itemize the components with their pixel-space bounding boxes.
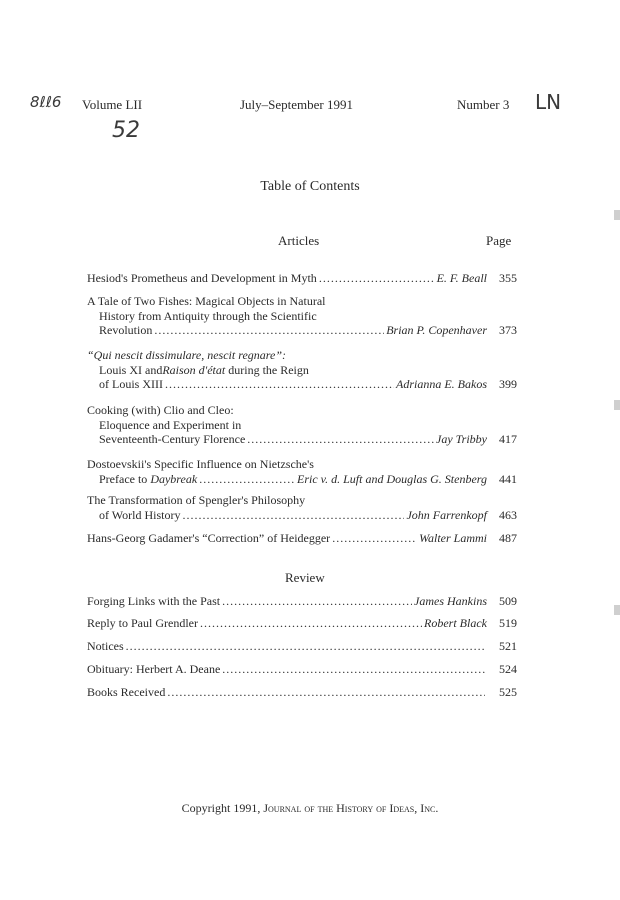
leader-dots	[222, 594, 412, 609]
articles-heading: Articles	[278, 233, 320, 248]
article-page: 487	[499, 531, 517, 545]
article-entry	[87, 348, 517, 392]
leader-dots	[319, 271, 435, 286]
leader-dots	[247, 432, 434, 447]
article-author: John Farrenkopf	[406, 507, 487, 522]
article-title: Cooking (with) Clio and Cleo:	[87, 403, 234, 417]
copyright-org: Journal of the History of Ideas, Inc.	[263, 801, 439, 815]
review-author: James Hankins	[414, 594, 487, 608]
leader-dots	[165, 377, 394, 392]
review-heading: Review	[285, 570, 325, 585]
article-entry	[87, 531, 517, 546]
article-author: E. F. Beall	[436, 271, 487, 285]
article-author: Eric v. d. Luft and Douglas G. Stenberg	[297, 471, 487, 486]
leader-dots	[154, 323, 384, 338]
scan-edge-mark	[614, 400, 620, 410]
leader-dots	[199, 472, 295, 487]
review-page: 519	[499, 616, 517, 630]
leader-dots	[182, 508, 404, 523]
review-title: Books Received	[87, 685, 166, 699]
article-page: 355	[499, 271, 517, 285]
article-title-cont: of World History	[99, 507, 181, 522]
copyright-prefix: Copyright 1991,	[181, 801, 264, 815]
review-title: Obituary: Herbert A. Deane	[87, 662, 221, 676]
review-title: Reply to Paul Grendler	[87, 616, 198, 630]
handwritten-volume-note: 52	[112, 118, 140, 143]
review-entry	[87, 594, 517, 609]
article-page: 463	[499, 507, 517, 522]
article-title: Hans-Georg Gadamer's “Correction” of Heidegger	[87, 531, 331, 545]
article-title-cont: of Louis XIII	[99, 377, 163, 391]
page-title: Table of Contents	[260, 179, 360, 194]
article-author: Walter Lammi	[419, 531, 487, 545]
article-page: 417	[499, 432, 517, 446]
article-author: Adrianna E. Bakos	[396, 377, 487, 391]
article-author: Brian P. Copenhaver	[386, 323, 487, 337]
review-entry	[87, 616, 517, 631]
copyright-line	[0, 801, 620, 816]
article-author: Jay Tribby	[436, 432, 487, 446]
review-page: 509	[499, 594, 517, 608]
article-title-cont: Louis XI and	[99, 362, 163, 377]
article-entry	[87, 403, 517, 447]
article-title-cont: Revolution	[99, 323, 153, 337]
article-title: “Qui nescit dissimulare, nescit regnare”:	[87, 348, 286, 362]
article-page: 373	[499, 323, 517, 337]
scan-edge-mark	[614, 605, 620, 615]
article-title-italic: Raison d'état	[162, 362, 226, 377]
scan-edge-mark	[614, 210, 620, 220]
article-entry	[87, 294, 517, 338]
review-entry	[87, 639, 517, 654]
leader-dots	[126, 639, 485, 654]
leader-dots	[167, 685, 485, 700]
review-page: 525	[499, 685, 517, 699]
article-title-italic: Daybreak	[150, 471, 198, 486]
issue-number: Number 3	[457, 97, 510, 112]
leader-dots	[200, 616, 422, 631]
leader-dots	[332, 531, 417, 546]
page-column-label: Page	[486, 233, 512, 248]
article-entry	[87, 457, 517, 486]
review-author: Robert Black	[424, 616, 487, 630]
article-title-cont: Eloquence and Experiment in	[99, 417, 242, 432]
article-title-cont: Preface to	[99, 471, 151, 486]
article-title-cont: during the Reign	[225, 362, 309, 377]
article-title-cont: Seventeenth-Century Florence	[99, 432, 246, 446]
review-title: Forging Links with the Past	[87, 594, 221, 608]
review-entry	[87, 662, 517, 677]
article-page: 441	[499, 471, 517, 486]
handwritten-left-note: 8ℓℓ6	[30, 93, 62, 111]
article-title: Hesiod's Prometheus and Development in Myth	[87, 271, 317, 285]
leader-dots	[222, 662, 485, 677]
review-title: Notices	[87, 639, 124, 653]
article-page: 399	[499, 377, 517, 391]
issue-date: July–September 1991	[240, 97, 354, 112]
article-title-cont: History from Antiquity through the Scientific	[99, 308, 317, 323]
review-entry	[87, 685, 517, 700]
article-title: A Tale of Two Fishes: Magical Objects in Natural	[87, 294, 326, 308]
handwritten-right-note: LN	[535, 90, 562, 114]
volume-label: Volume LII	[82, 97, 143, 112]
article-title: Dostoevskii's Specific Influence on Nietzsche's	[87, 457, 314, 471]
article-title: The Transformation of Spengler's Philosophy	[87, 493, 306, 507]
article-entry	[87, 271, 517, 286]
review-page: 524	[499, 662, 517, 676]
article-entry	[87, 493, 517, 522]
review-page: 521	[499, 639, 517, 653]
